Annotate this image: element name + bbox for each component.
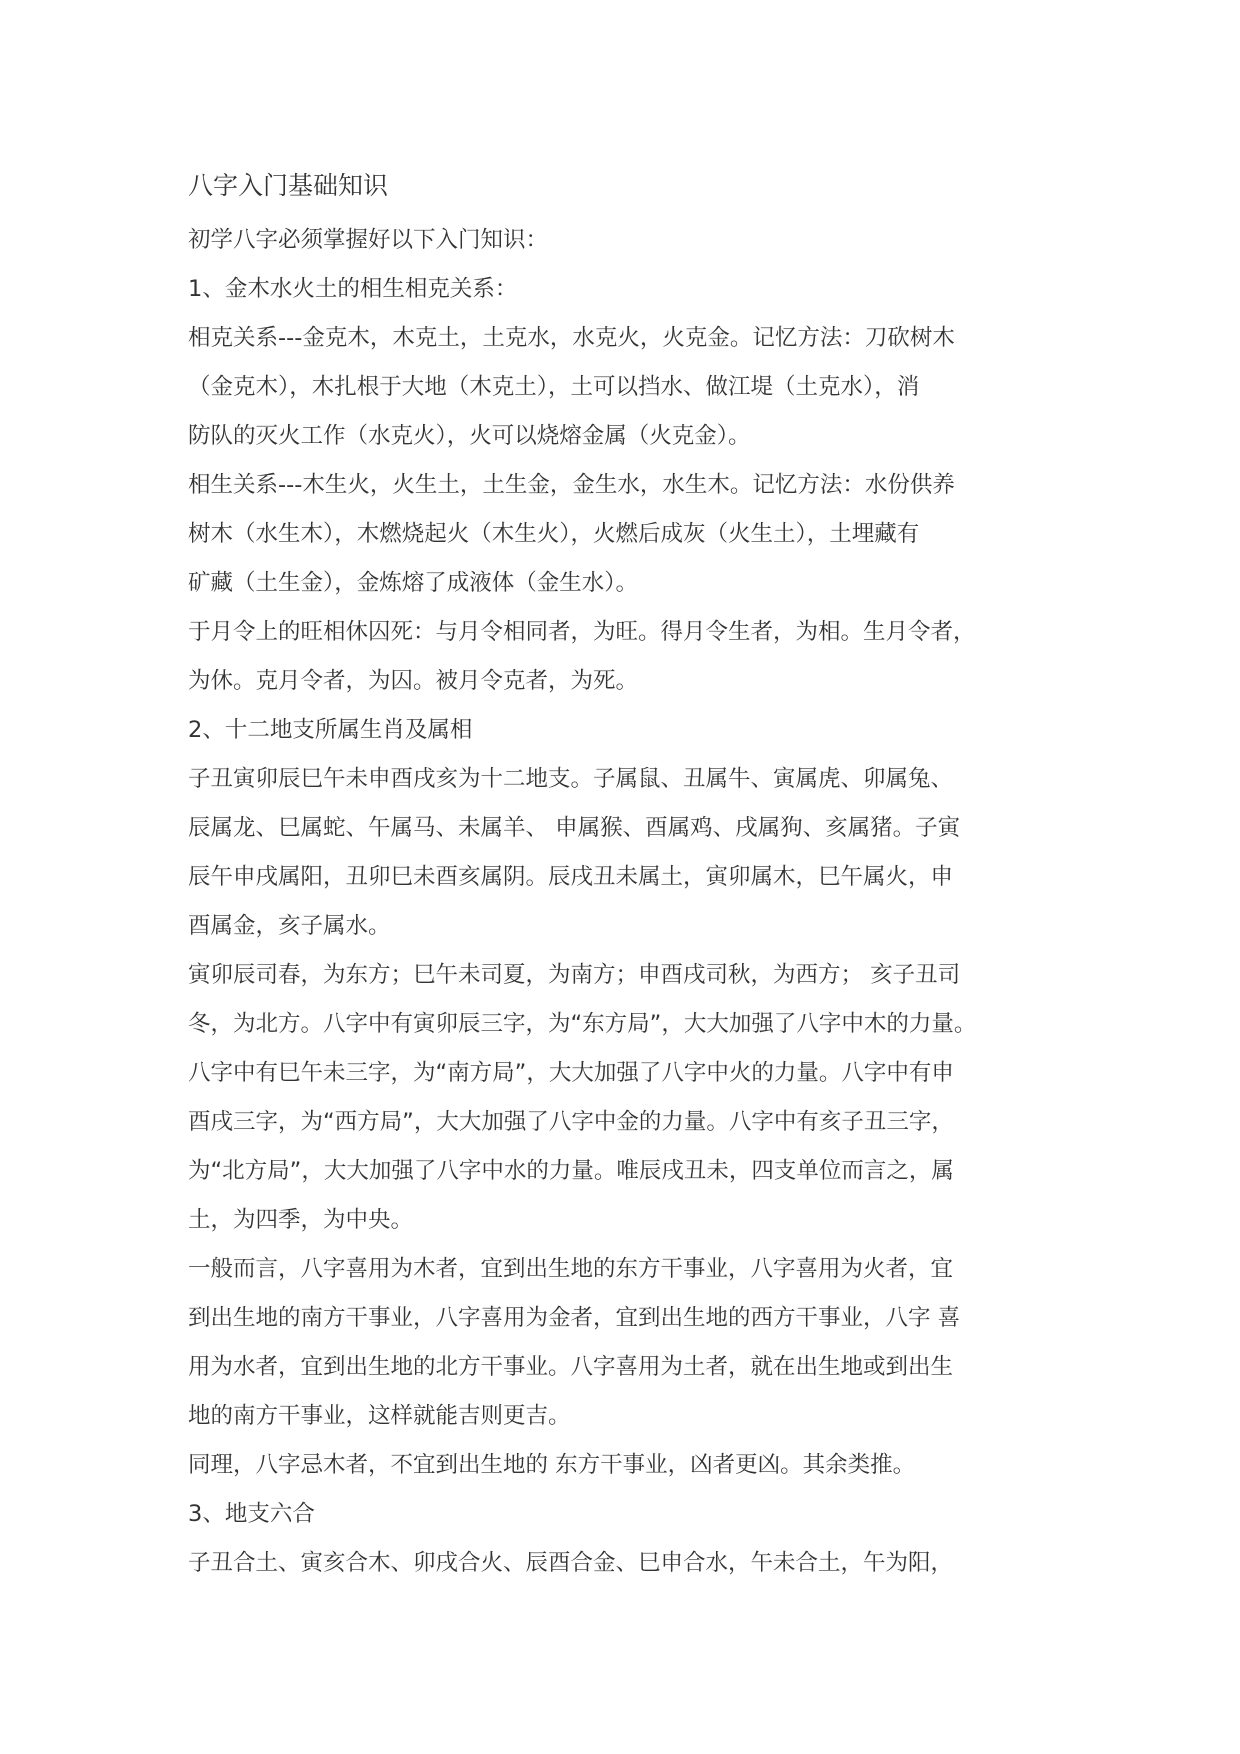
text-line: （金克木），木扎根于大地（木克土），土可以挡水、做江堤（土克水），消 <box>188 374 920 400</box>
text-line: 用为水者，宜到出生地的北方干事业。八字喜用为土者，就在出生地或到出生 <box>188 1354 954 1380</box>
section-heading: 1、金木水火土的相生相克关系： <box>188 276 518 302</box>
document-body <box>188 216 1078 1588</box>
document-title: 八字入门基础知识 <box>188 171 389 200</box>
text-line: 同理，八字忌木者，不宜到出生地的 东方干事业，凶者更凶。其余类推。 <box>188 1452 916 1478</box>
text-line: 相克关系---金克木，木克土，土克水，水克火，火克金。记忆方法：刀砍树木 <box>188 325 955 351</box>
text-line: 为休。克月令者，为囚。被月令克者，为死。 <box>188 668 639 694</box>
text-line: 到出生地的南方干事业，八字喜用为金者，宜到出生地的西方干事业，八字 喜 <box>188 1305 961 1331</box>
text-line: 地的南方干事业，这样就能吉则更吉。 <box>188 1403 571 1429</box>
text-line: 于月令上的旺相休囚死：与月令相同者，为旺。得月令生者，为相。生月令者， <box>188 619 976 645</box>
text-line: 酉属金，亥子属水。 <box>188 913 391 939</box>
text-line: 八字中有巳午未三字，为“南方局”，大大加强了八字中火的力量。八字中有申 <box>188 1060 954 1086</box>
text-line: 一般而言，八字喜用为木者，宜到出生地的东方干事业，八字喜用为火者，宜 <box>188 1256 954 1282</box>
text-line: 酉戌三字，为“西方局”，大大加强了八字中金的力量。八字中有亥子丑三字， <box>188 1109 954 1135</box>
document-page <box>188 160 1078 1588</box>
text-line: 矿藏（土生金），金炼熔了成液体（金生水）。 <box>188 570 639 596</box>
text-line: 树木（水生木），木燃烧起火（木生火），火燃后成灰（火生土），土埋藏有 <box>188 521 920 547</box>
text-line: 相生关系---木生火，火生土，土生金，金生水，水生木。记忆方法：水份供养 <box>188 472 955 498</box>
text-line: 为“北方局”，大大加强了八字中水的力量。唯辰戌丑未，四支单位而言之，属 <box>188 1158 954 1184</box>
text-line: 冬，为北方。八字中有寅卯辰三字，为“东方局”，大大加强了八字中木的力量。 <box>188 1011 977 1037</box>
section-heading: 2、十二地支所属生肖及属相 <box>188 717 473 743</box>
text-line: 初学八字必须掌握好以下入门知识： <box>188 227 549 253</box>
text-line: 土，为四季，为中央。 <box>188 1207 414 1233</box>
text-line: 辰属龙、巳属蛇、午属马、未属羊、 申属猴、酉属鸡、戌属狗、亥属猪。子寅 <box>188 815 961 841</box>
text-line: 子丑寅卯辰巳午未申酉戌亥为十二地支。子属鼠、丑属牛、寅属虎、卯属兔、 <box>188 766 954 792</box>
section-heading: 3、地支六合 <box>188 1501 315 1527</box>
text-line: 防队的灭火工作（水克火），火可以烧熔金属（火克金）。 <box>188 423 751 449</box>
text-line: 子丑合土、寅亥合木、卯戌合火、辰酉合金、巳申合水，午未合土，午为阳， <box>188 1550 954 1576</box>
text-line: 寅卯辰司春，为东方；巳午未司夏，为南方；申酉戌司秋，为西方； 亥子丑司 <box>188 962 961 988</box>
text-line: 辰午申戌属阳，丑卯巳未酉亥属阴。辰戌丑未属土，寅卯属木，巳午属火，申 <box>188 864 954 890</box>
